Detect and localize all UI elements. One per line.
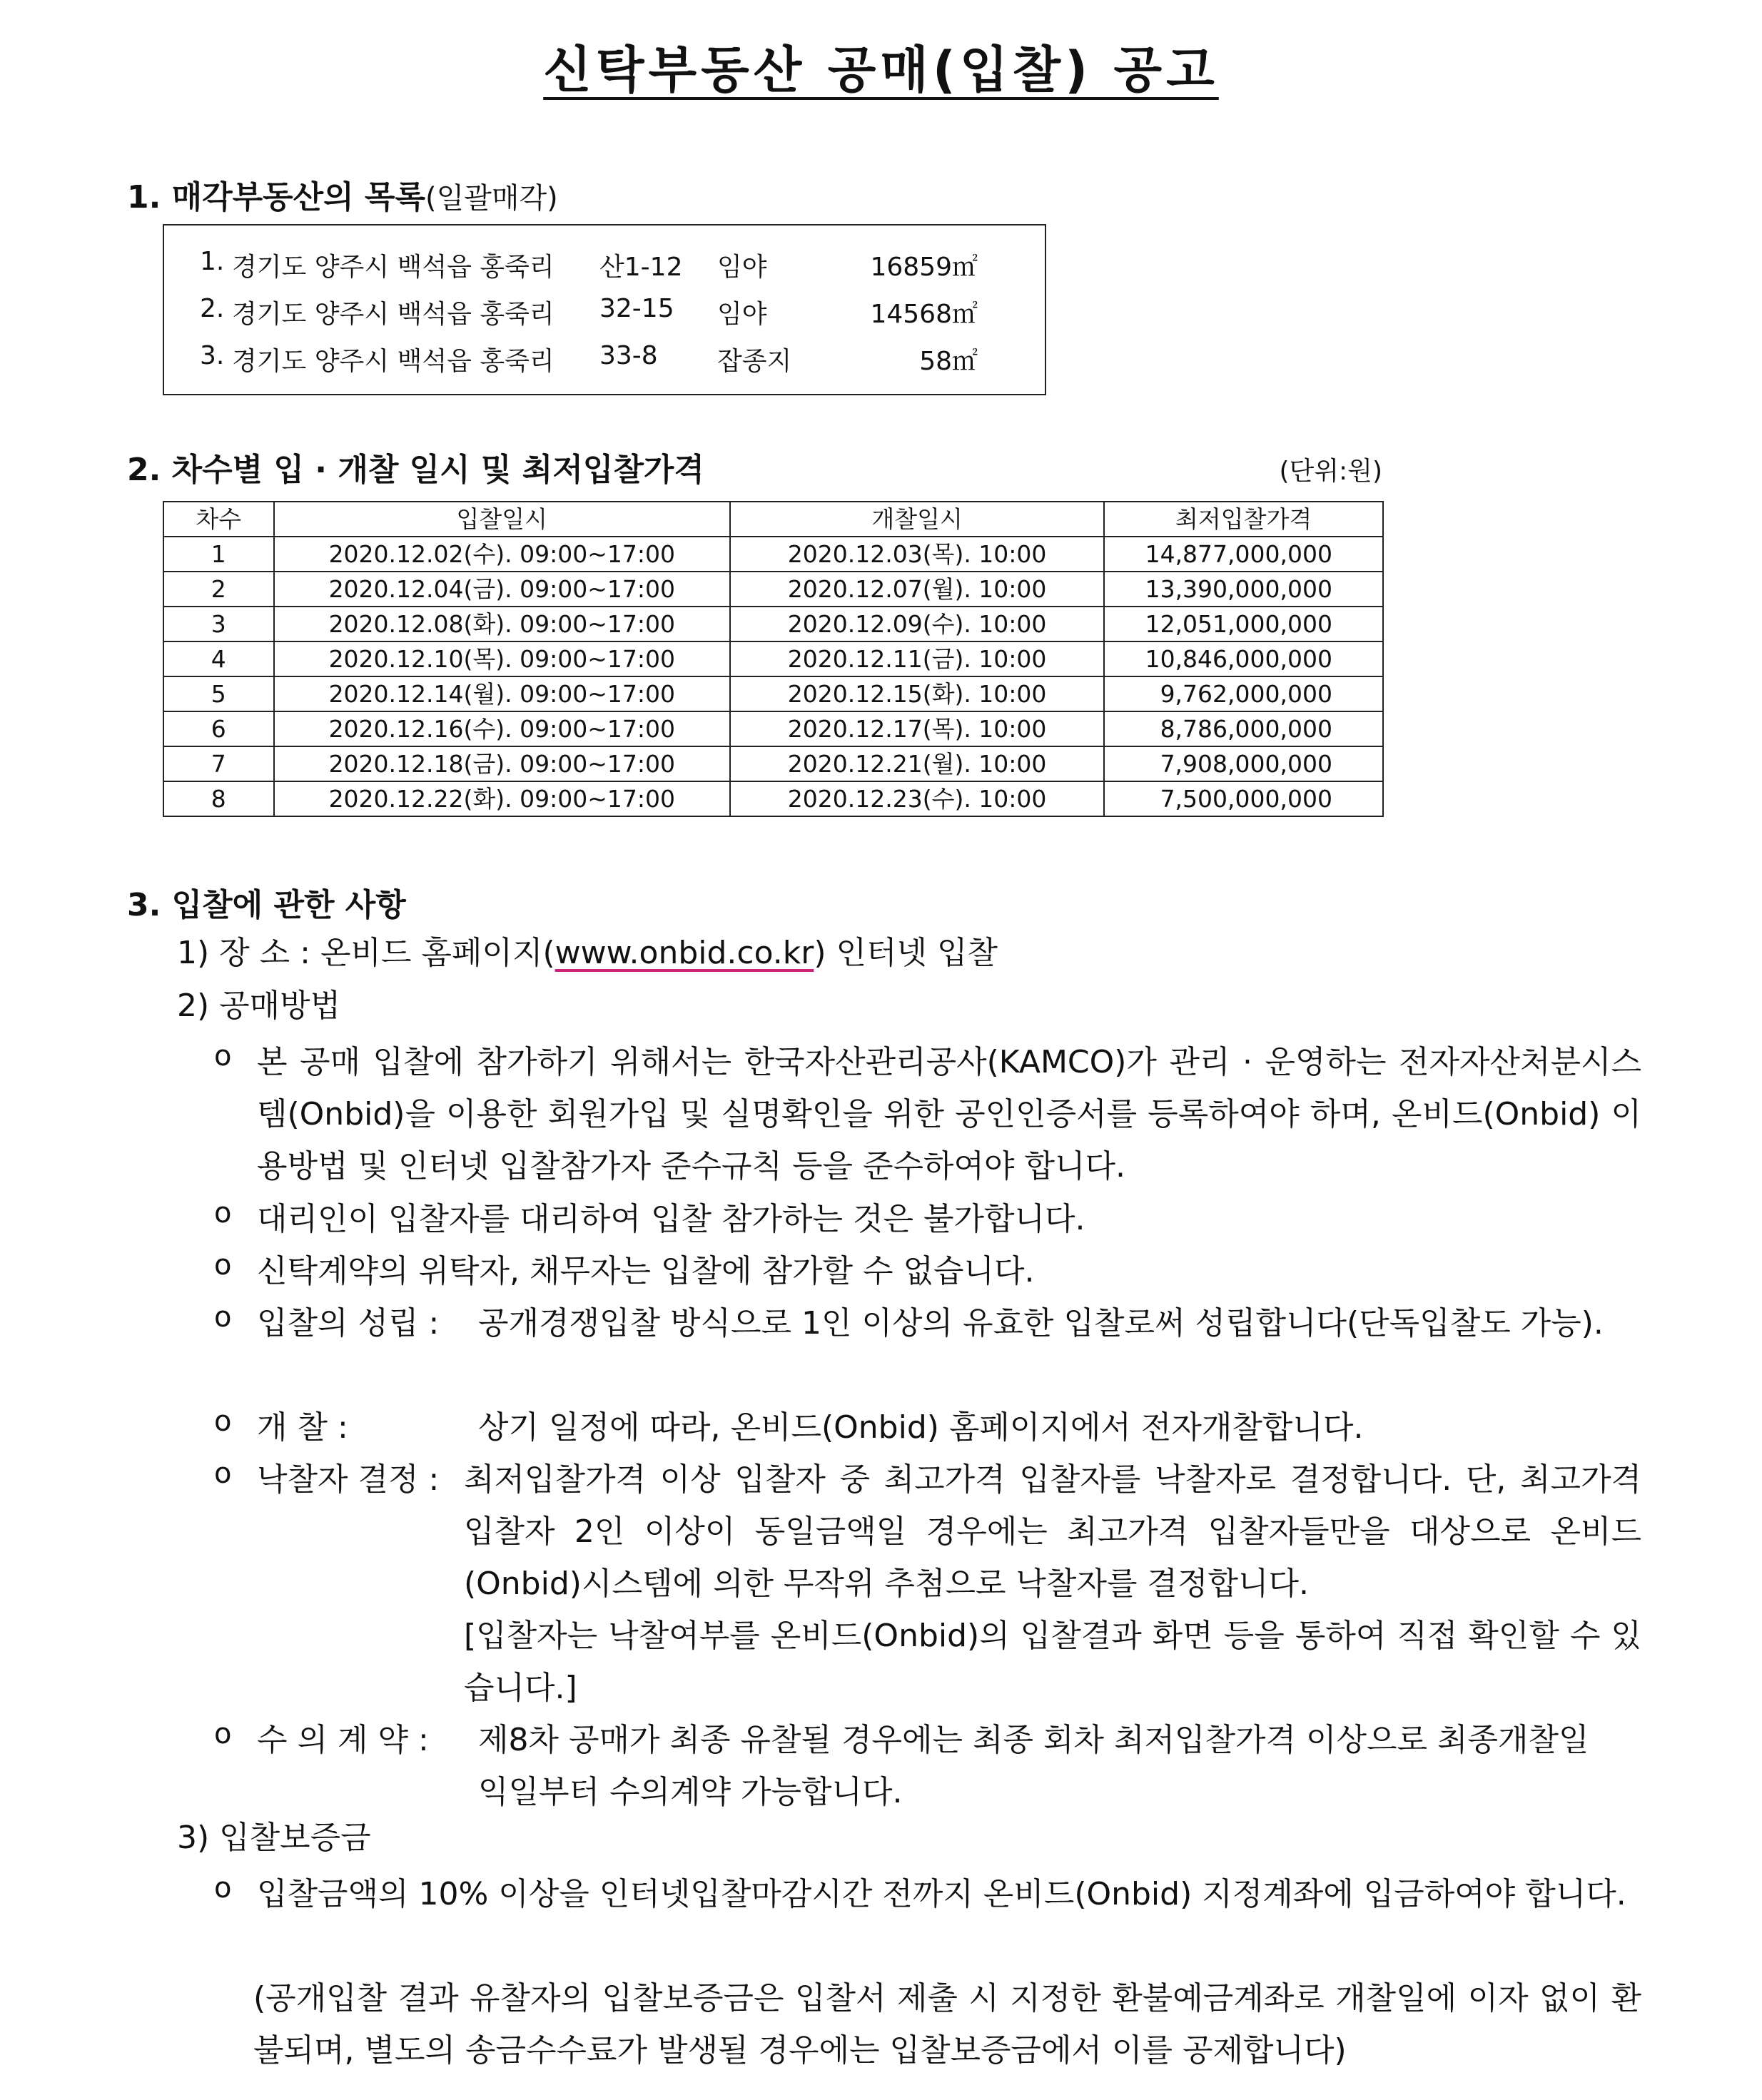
column-header: 개찰일시 <box>730 502 1104 537</box>
schedule-table <box>163 501 1384 817</box>
deposit-note: (공개입찰 결과 유찰자의 입찰보증금은 입찰서 제출 시 지정한 환불예금계좌로 개찰일에 이자 없이 환불되며, 별도의 송금수수료가 발생될 경우에는 입찰보증금에서 이를 공제합니다) <box>253 1980 1641 2069</box>
method-item: 제8차 공매가 최종 유찰될 경우에는 최종 회차 최저입찰가격 이상으로 최종개찰일 익일부터 수의계약 가능합니다. <box>478 1722 1589 1810</box>
method-item: 신탁계약의 위탁자, 채무자는 입찰에 참가할 수 없습니다. <box>257 1253 1035 1289</box>
unit-label: (단위:원) <box>1279 457 1382 486</box>
item-label: 입찰의 성립 : <box>257 1305 440 1341</box>
deposit-text: 입찰금액의 10% 이상을 인터넷입찰마감시간 전까지 온비드(Onbid) 지정계좌에 입금하여야 합니다. <box>257 1876 1626 1912</box>
method-heading: 2) 공매방법 <box>177 988 341 1024</box>
section3-heading: 3. 입찰에 관한 사항 <box>127 887 406 923</box>
method-item: 최저입찰가격 이상 입찰자 중 최고가격 입찰자를 낙찰자로 결정합니다. 단, 최고가격 입찰자 2인 이상이 동일금액일 경우에는 최고가격 입찰자들만을 대상으로 온비드(Onbid)시스템에 의한 무작위 추첨으로 낙찰자를 결정합니다. <box>464 1461 1641 1602</box>
onbid-link[interactable]: www.onbid.co.kr <box>555 935 814 971</box>
table-row: 1 2020.12.02(수). 09:00~17:00 2020.12.03(목). 10:00 14,877,000,000 <box>163 537 1383 572</box>
table-row: 7 2020.12.18(금). 09:00~17:00 2020.12.21(월). 10:00 7,908,000,000 <box>163 746 1383 781</box>
section2-heading: 2. 차수별 입 · 개찰 일시 및 최저입찰가격 <box>127 452 704 488</box>
column-header: 입찰일시 <box>274 502 730 537</box>
section1-heading: 1. 매각부동산의 목록(일괄매각) <box>127 179 558 215</box>
method-item: 공개경쟁입찰 방식으로 1인 이상의 유효한 입찰로써 성립합니다(단독입찰도 가능). <box>478 1305 1604 1341</box>
item-label: 낙찰자 결정 : <box>257 1461 440 1498</box>
section1-heading-sub: (일괄매각) <box>425 182 558 215</box>
table-row: 6 2020.12.16(수). 09:00~17:00 2020.12.17(목). 10:00 8,786,000,000 <box>163 711 1383 746</box>
item-label: 개 찰 : <box>257 1409 348 1446</box>
table-row: 8 2020.12.22(화). 09:00~17:00 2020.12.23(수). 10:00 7,500,000,000 <box>163 781 1383 816</box>
column-header: 차수 <box>163 502 274 537</box>
table-row: 4 2020.12.10(목). 09:00~17:00 2020.12.11(금). 10:00 10,846,000,000 <box>163 641 1383 676</box>
item-label: 수 의 계 약 : <box>257 1722 429 1758</box>
method-item: 상기 일정에 따라, 온비드(Onbid) 홈페이지에서 전자개찰합니다. <box>478 1409 1364 1446</box>
table-row: 2 2020.12.04(금). 09:00~17:00 2020.12.07(월). 10:00 13,390,000,000 <box>163 572 1383 607</box>
page-title: 신탁부동산 공매(입찰) 공고 <box>543 41 1219 99</box>
parcel-list <box>163 224 1046 395</box>
table-header-row <box>163 502 1383 537</box>
list-item: 3. 경기도 양주시 백석읍 홍죽리 33-8 잡종지 58㎡ <box>200 341 978 376</box>
bullet-icon: o <box>214 1405 232 1438</box>
bullet-icon: o <box>214 1457 232 1490</box>
bullet-icon: o <box>214 1718 232 1750</box>
method-item: 대리인이 입찰자를 대리하여 입찰 참가하는 것은 불가합니다. <box>257 1201 1085 1237</box>
column-header: 최저입찰가격 <box>1104 502 1383 537</box>
table-row: 5 2020.12.14(월). 09:00~17:00 2020.12.15(화). 10:00 9,762,000,000 <box>163 676 1383 711</box>
method-item-note: [입찰자는 낙찰여부를 온비드(Onbid)의 입찰결과 화면 등을 통하여 직접 확인할 수 있습니다.] <box>464 1618 1641 1706</box>
table-row: 3 2020.12.08(화). 09:00~17:00 2020.12.09(수). 10:00 12,051,000,000 <box>163 607 1383 641</box>
deposit-heading: 3) 입찰보증금 <box>177 1820 371 1856</box>
method-item: 본 공매 입찰에 참가하기 위해서는 한국자산관리공사(KAMCO)가 관리 · 운영하는 전자자산처분시스템(Onbid)을 이용한 회원가입 및 실명확인을 위한 공인인증서를 등록하여야 하며, 온비드(Onbid) 이용방법 및 인터넷 입찰참가자 준수규칙 등을 준수하여야 합니다. <box>257 1044 1641 1185</box>
list-item: 1. 경기도 양주시 백석읍 홍죽리 산1-12 임야 16859㎡ <box>200 247 978 282</box>
bullet-icon: o <box>214 1040 232 1072</box>
list-item: 2. 경기도 양주시 백석읍 홍죽리 32-15 임야 14568㎡ <box>200 294 978 329</box>
place-line: 1) 장 소 : 온비드 홈페이지(www.onbid.co.kr) 인터넷 입찰 <box>177 935 998 971</box>
bullet-icon: o <box>214 1197 232 1229</box>
bullet-icon: o <box>214 1301 232 1334</box>
bullet-icon: o <box>214 1872 232 1904</box>
bullet-icon: o <box>214 1249 232 1282</box>
